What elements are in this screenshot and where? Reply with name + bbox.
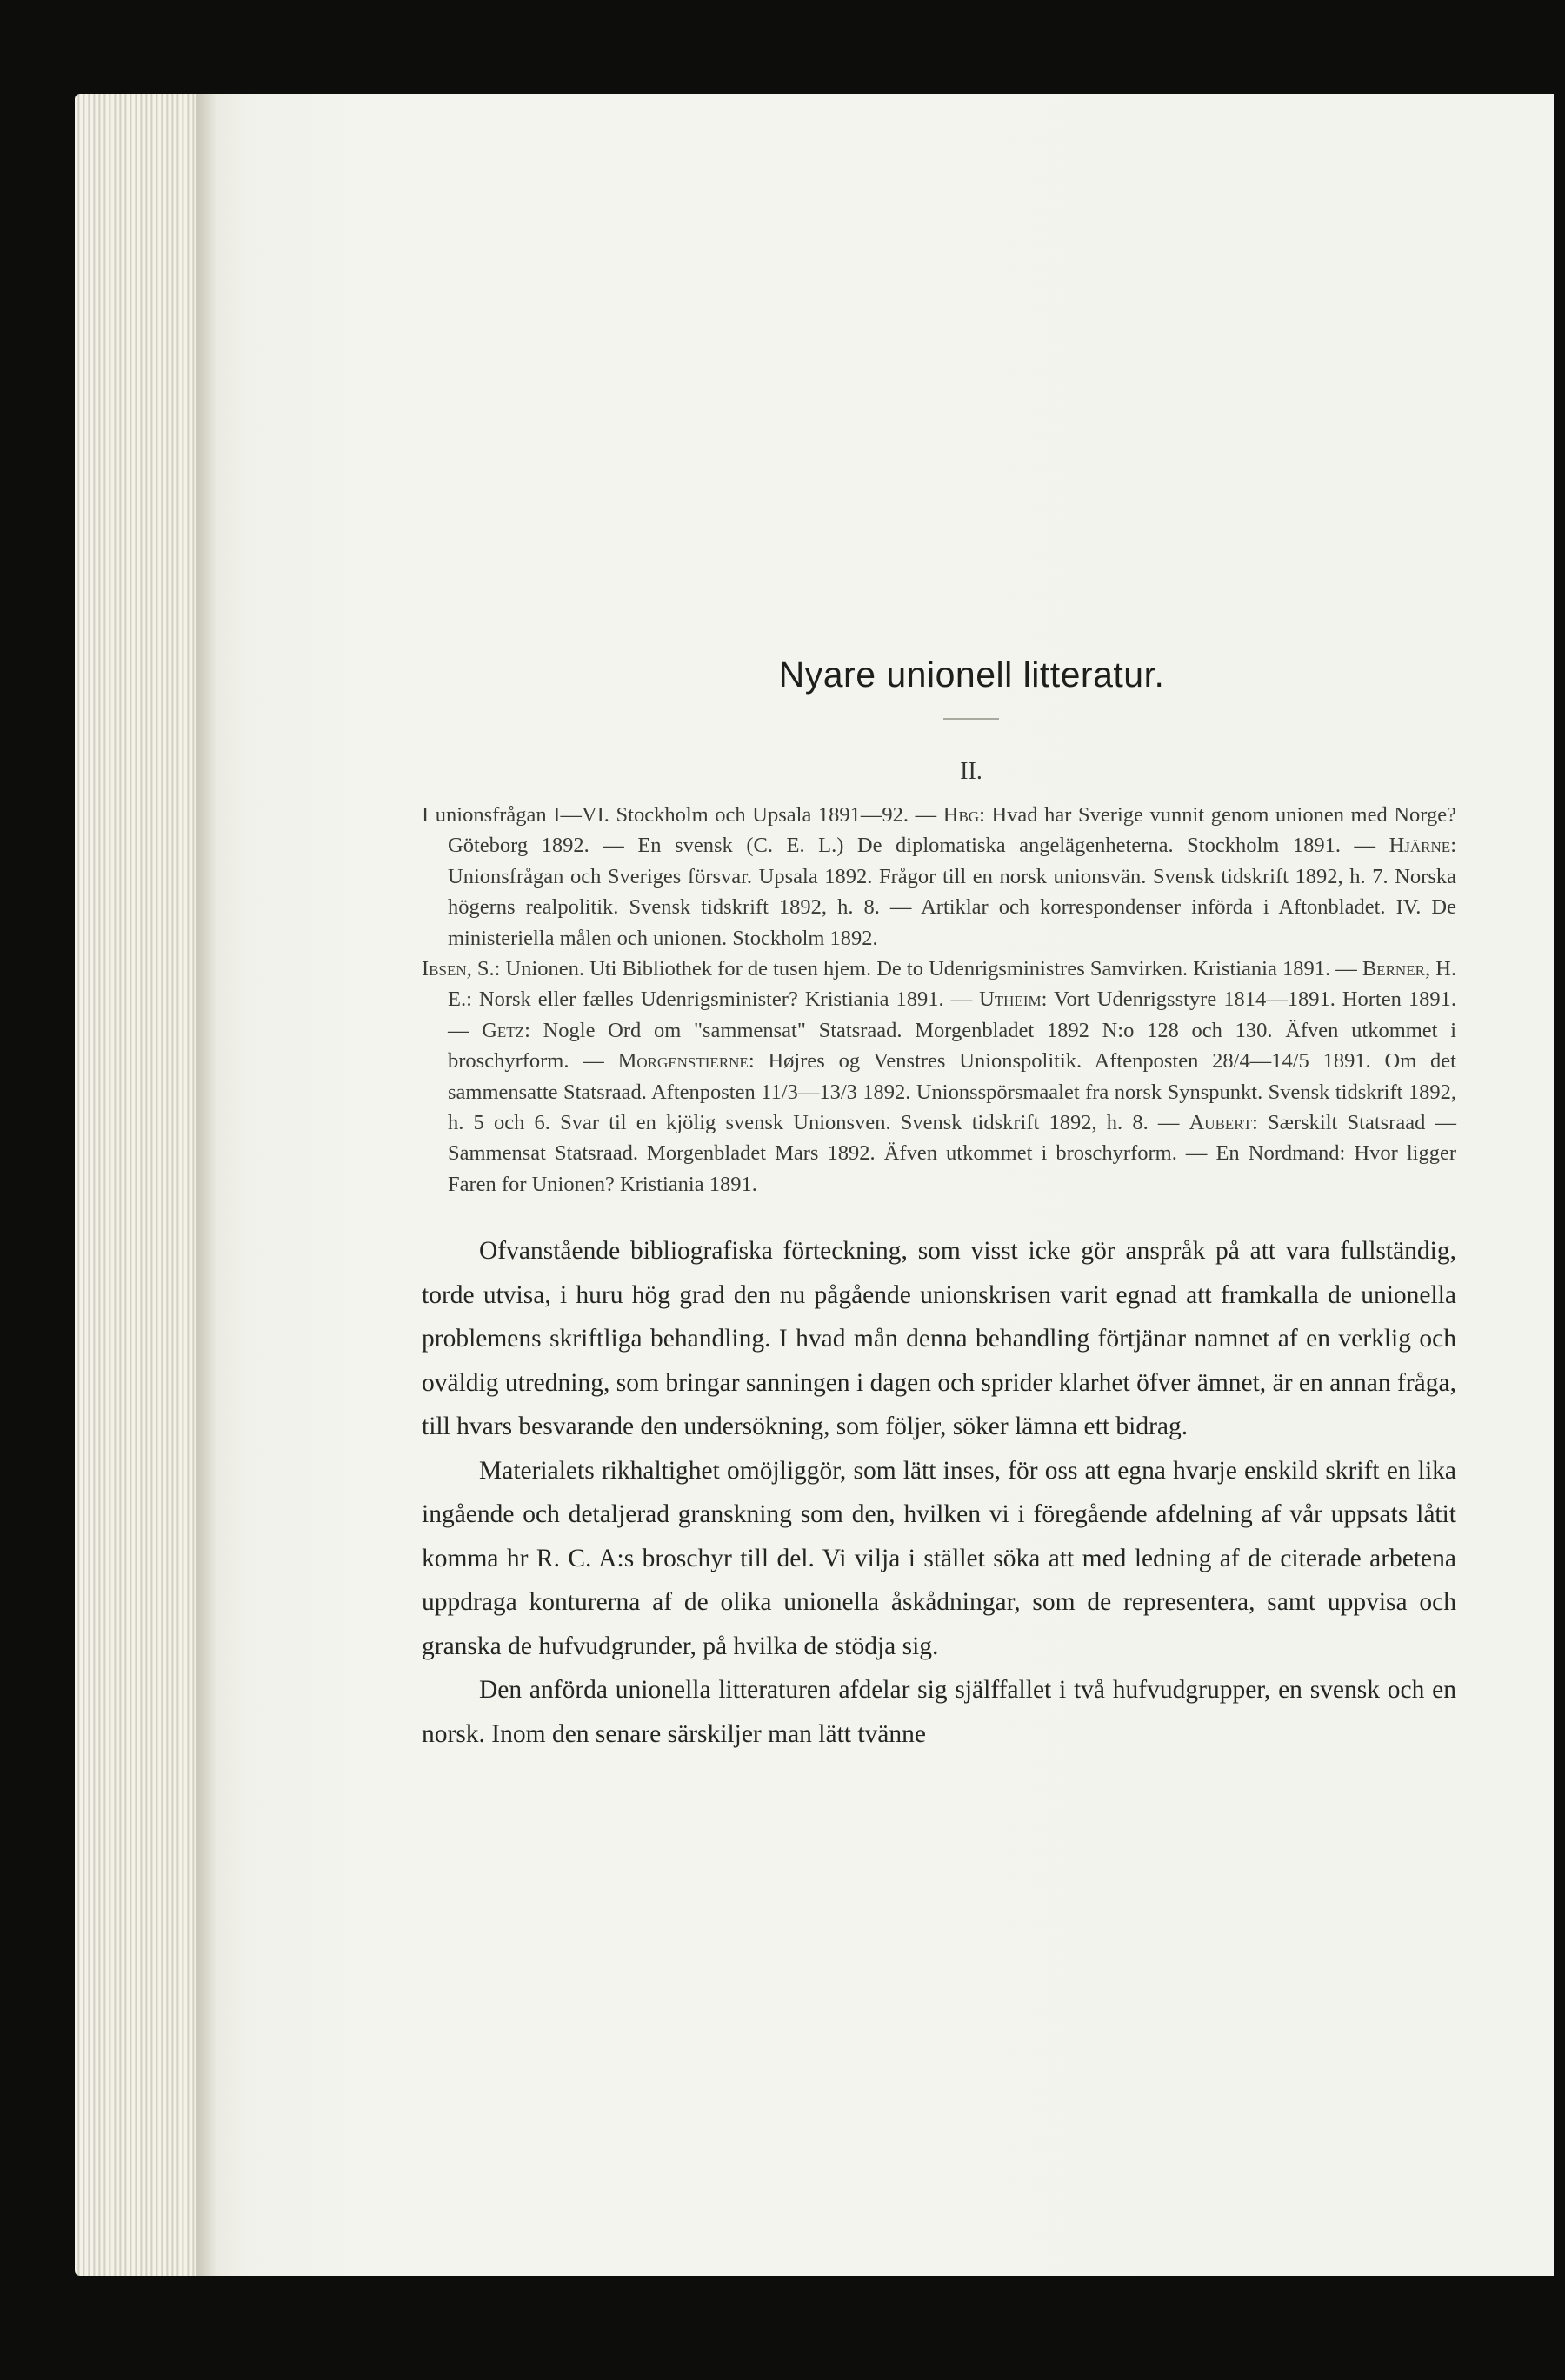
entry-text: I unionsfrågan I—VI. Stockholm och Upsala 1891—92. —	[422, 803, 943, 827]
bibliography	[422, 800, 1456, 1200]
paragraph: Ofvanstående bibliografiska förteckning, som visst icke gör anspråk på att vara fullständig, torde utvisa, i huru hög grad den nu pågående unionskrisen varit egnad att framkalla de unionella problemens skriftliga behandling. I hvad mån denna behandling förtjänar namnet af en verklig och oväldig utredning, som bringar sanningen i dagen och sprider klarhet öfver ämnet, är en annan fråga, till hvars besvarande den undersökning, som följer, söker lämna ett bidrag.	[422, 1237, 1456, 1441]
section-number: II.	[960, 758, 982, 785]
author-name: Utheim	[979, 987, 1042, 1012]
author-name: Getz	[482, 1018, 525, 1042]
page-title: Nyare unionell litteratur.	[778, 655, 1165, 695]
entry-text: , H. E.: Norsk eller fælles Udenrigsminister? Kristiania 1891. —	[448, 957, 1457, 1012]
gutter-shadow	[196, 94, 216, 2276]
entry-text: : Vort Udenrigsstyre 1814—1891. Horten 1891. —	[448, 987, 1456, 1042]
text-block	[422, 643, 1456, 1756]
author-name: Hbg	[942, 803, 980, 827]
paragraph: Den anförda unionella litteraturen afdelar sig själffallet i två hufvudgrupper, en svensk och en norsk. Inom den senare särskiljer man lätt tvänne	[422, 1676, 1456, 1748]
entry-text: : Hvad har Sverige vunnit genom unionen med Norge? Göteborg 1892. — En svensk (C. E. L.) De diplomatiska angelägenheterna. Stockholm 1891. —	[448, 803, 1456, 858]
page-edges	[75, 94, 205, 2276]
author-name: Berner	[1362, 957, 1425, 981]
author-name: Aubert	[1189, 1111, 1253, 1135]
entry-text: : Særskilt Statsraad — Sammensat Statsraad. Morgenbladet Mars 1892. Äfven utkommet i broschyrform. — En Nordmand: Hvor ligger Faren for Unionen? Kristiania 1891.	[448, 1111, 1456, 1196]
author-name: Ibsen	[422, 957, 467, 981]
entry-text: , S.: Unionen. Uti Bibliothek for de tusen hjem. De to Udenrigsministres Samvirken. Kristiania 1891. —	[466, 957, 1362, 981]
bibliography-entry	[422, 954, 1456, 1200]
bibliography-entry	[422, 800, 1456, 954]
author-name: Morgenstierne	[617, 1049, 749, 1074]
paragraph: Materialets rikhaltighet omöjliggör, som lätt inses, för oss att egna hvarje enskild skrift en lika ingående och detaljerad granskning som den, hvilken vi i föregående afdelning af vår uppsats låtit komma hr R. C. A:s broschyr till del. Vi vilja i stället söka att med ledning af de citerade arbetena uppdraga konturerna af de olika unionella åskådningar, som de representera, samt uppvisa och granska de hufvudgrunder, på hvilka de stödja sig.	[422, 1456, 1456, 1660]
author-name: Hjärne	[1389, 834, 1451, 858]
entry-text: : Højres og Venstres Unionspolitik. Aftenposten 28/4—14/5 1891. Om det sammensatte Statsraad. Aftenposten 11/3—13/3 1892. Unionsspörsmaalet fra norsk Synspunkt. Svensk tidskrift 1892, h. 5 och 6. Svar til en kjölig svensk Unionsven. Svensk tidskrift 1892, h. 8. —	[448, 1049, 1456, 1135]
title-rule	[943, 718, 999, 720]
entry-text: : Nogle Ord om "sammensat" Statsraad. Morgenbladet 1892 N:o 128 och 130. Äfven utkommet i broschyrform. —	[448, 1018, 1457, 1074]
entry-text: : Unionsfrågan och Sveriges försvar. Upsala 1892. Frågor till en norsk unionsvän. Svensk tidskrift 1892, h. 7. Norska högerns realpolitik. Svensk tidskrift 1892, h. 8. — Artiklar och korrespondenser införda i Aftonbladet. IV. De ministeriella målen och unionen. Stockholm 1892.	[448, 834, 1456, 950]
body-text	[422, 1229, 1456, 1756]
